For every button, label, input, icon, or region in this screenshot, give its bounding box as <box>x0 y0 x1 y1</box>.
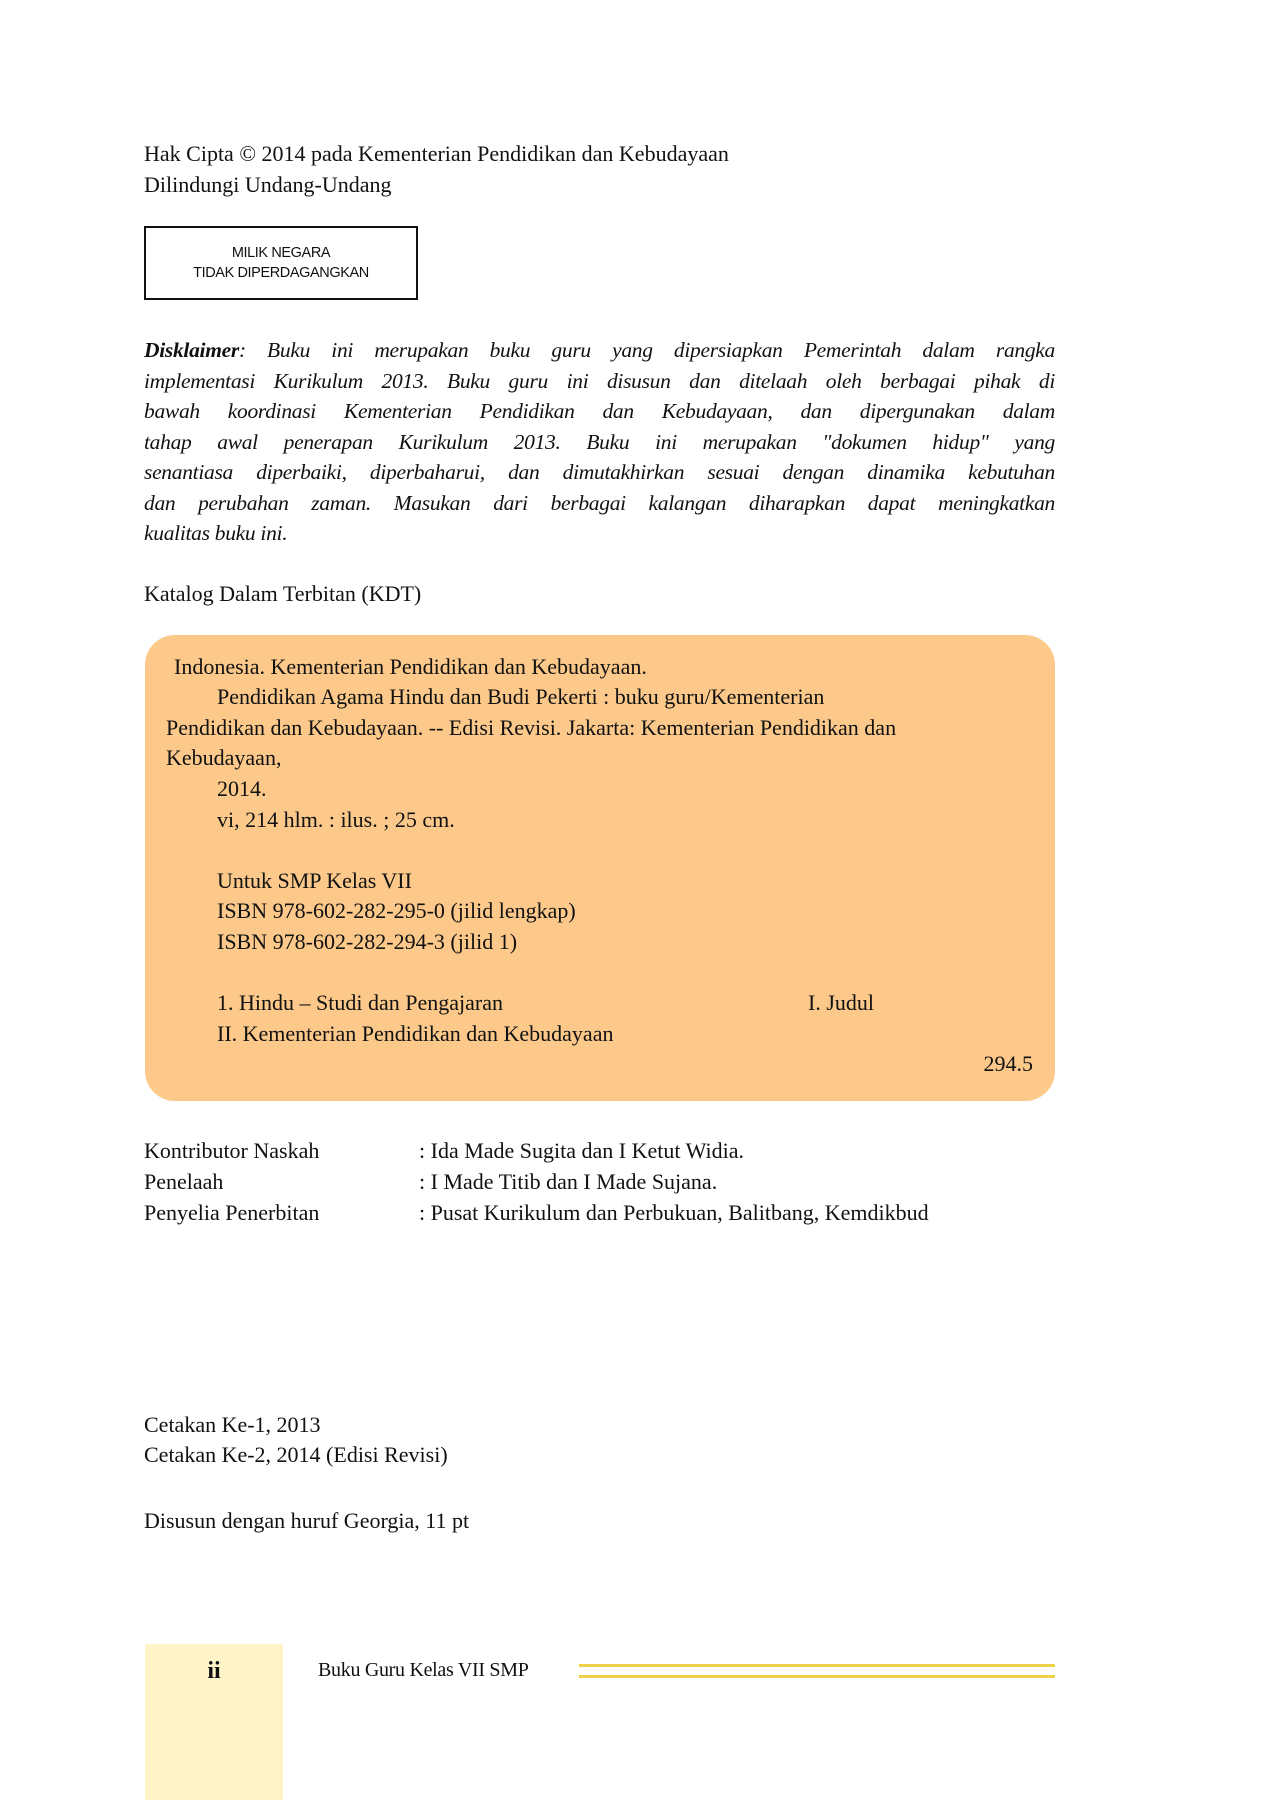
credit-row <box>144 1136 744 1167</box>
credits-list <box>144 1136 929 1229</box>
disclaimer-paragraph <box>144 335 1055 549</box>
kdt-heading: Katalog Dalam Terbitan (KDT) <box>144 581 422 606</box>
print-line: Cetakan Ke-1, 2013 <box>144 1412 321 1437</box>
kdt-line: Pendidikan Agama Hindu dan Budi Pekerti : buku guru/Kementerian <box>217 684 825 709</box>
kdt-line: Untuk SMP Kelas VII <box>217 868 412 893</box>
kdt-line: 2014. <box>217 776 267 801</box>
kdt-line: Indonesia. Kementerian Pendidikan dan Kebudayaan. <box>174 654 647 679</box>
kdt-class-number: 294.5 <box>983 1051 1033 1076</box>
disclaimer-line: dan perubahan zaman. Masukan dari berbagai kalangan diharapkan dapat meningkatkan <box>144 490 1055 515</box>
disclaimer-line: tahap awal penerapan Kurikulum 2013. Buku ini merupakan "dokumen hidup" yang <box>144 429 1055 454</box>
copyright-line: Hak Cipta © 2014 pada Kementerian Pendidikan dan Kebudayaan <box>144 141 729 166</box>
kdt-line: Pendidikan dan Kebudayaan. -- Edisi Revisi. Jakarta: Kementerian Pendidikan dan <box>166 715 897 740</box>
footer-rule <box>579 1675 1055 1678</box>
disclaimer-line: senantiasa diperbaiki, diperbaharui, dan dimutakhirkan sesuai dengan dinamika kebutuhan <box>144 460 1055 484</box>
credit-label: Penyelia Penerbitan <box>144 1200 320 1225</box>
credit-label: Kontributor Naskah <box>144 1138 320 1163</box>
disclaimer-line: implementasi Kurikulum 2013. Buku guru ini disusun dan ditelaah oleh berbagai pihak di <box>144 368 1055 393</box>
font-note: Disusun dengan huruf Georgia, 11 pt <box>144 1508 470 1533</box>
print-line: Cetakan Ke-2, 2014 (Edisi Revisi) <box>144 1442 448 1467</box>
footer-rule <box>579 1664 1055 1667</box>
disclaimer-label: Disklaimer <box>144 338 239 362</box>
page-number: ii <box>207 1658 221 1684</box>
copyright-notice <box>144 139 729 201</box>
credit-value: : Pusat Kurikulum dan Perbukuan, Balitbang, Kemdikbud <box>419 1200 929 1225</box>
kdt-line: Kebudayaan, <box>166 745 282 770</box>
credit-value: : Ida Made Sugita dan I Ketut Widia. <box>419 1138 744 1163</box>
print-history <box>144 1410 448 1470</box>
credit-row <box>144 1198 929 1229</box>
credit-row <box>144 1167 718 1198</box>
state-property-stamp <box>144 226 418 300</box>
kdt-line: ISBN 978-602-282-295-0 (jilid lengkap) <box>217 898 576 923</box>
kdt-catalog-box <box>145 635 1055 1101</box>
credit-label: Penelaah <box>144 1169 224 1194</box>
protection-line: Dilindungi Undang-Undang <box>144 172 392 197</box>
kdt-line: vi, 214 hlm. : ilus. ; 25 cm. <box>217 807 455 832</box>
kdt-line: II. Kementerian Pendidikan dan Kebudayaan <box>217 1021 614 1046</box>
disclaimer-line: kualitas buku ini. <box>144 521 288 545</box>
stamp-line-1: MILIK NEGARA <box>231 245 331 261</box>
kdt-line: I. Judul <box>808 990 874 1015</box>
disclaimer-line: : Buku ini merupakan buku guru yang dipersiapkan Pemerintah dalam rangka <box>238 338 1055 362</box>
disclaimer-line: bawah koordinasi Kementerian Pendidikan dan Kebudayaan, dan dipergunakan dalam <box>144 399 1055 423</box>
kdt-line: ISBN 978-602-282-294-3 (jilid 1) <box>217 929 518 954</box>
credit-value: : I Made Titib dan I Made Sujana. <box>419 1169 718 1194</box>
stamp-line-2: TIDAK DIPERDAGANGKAN <box>193 265 369 281</box>
running-title: Buku Guru Kelas VII SMP <box>318 1659 529 1681</box>
kdt-line: 1. Hindu – Studi dan Pengajaran <box>217 990 503 1015</box>
